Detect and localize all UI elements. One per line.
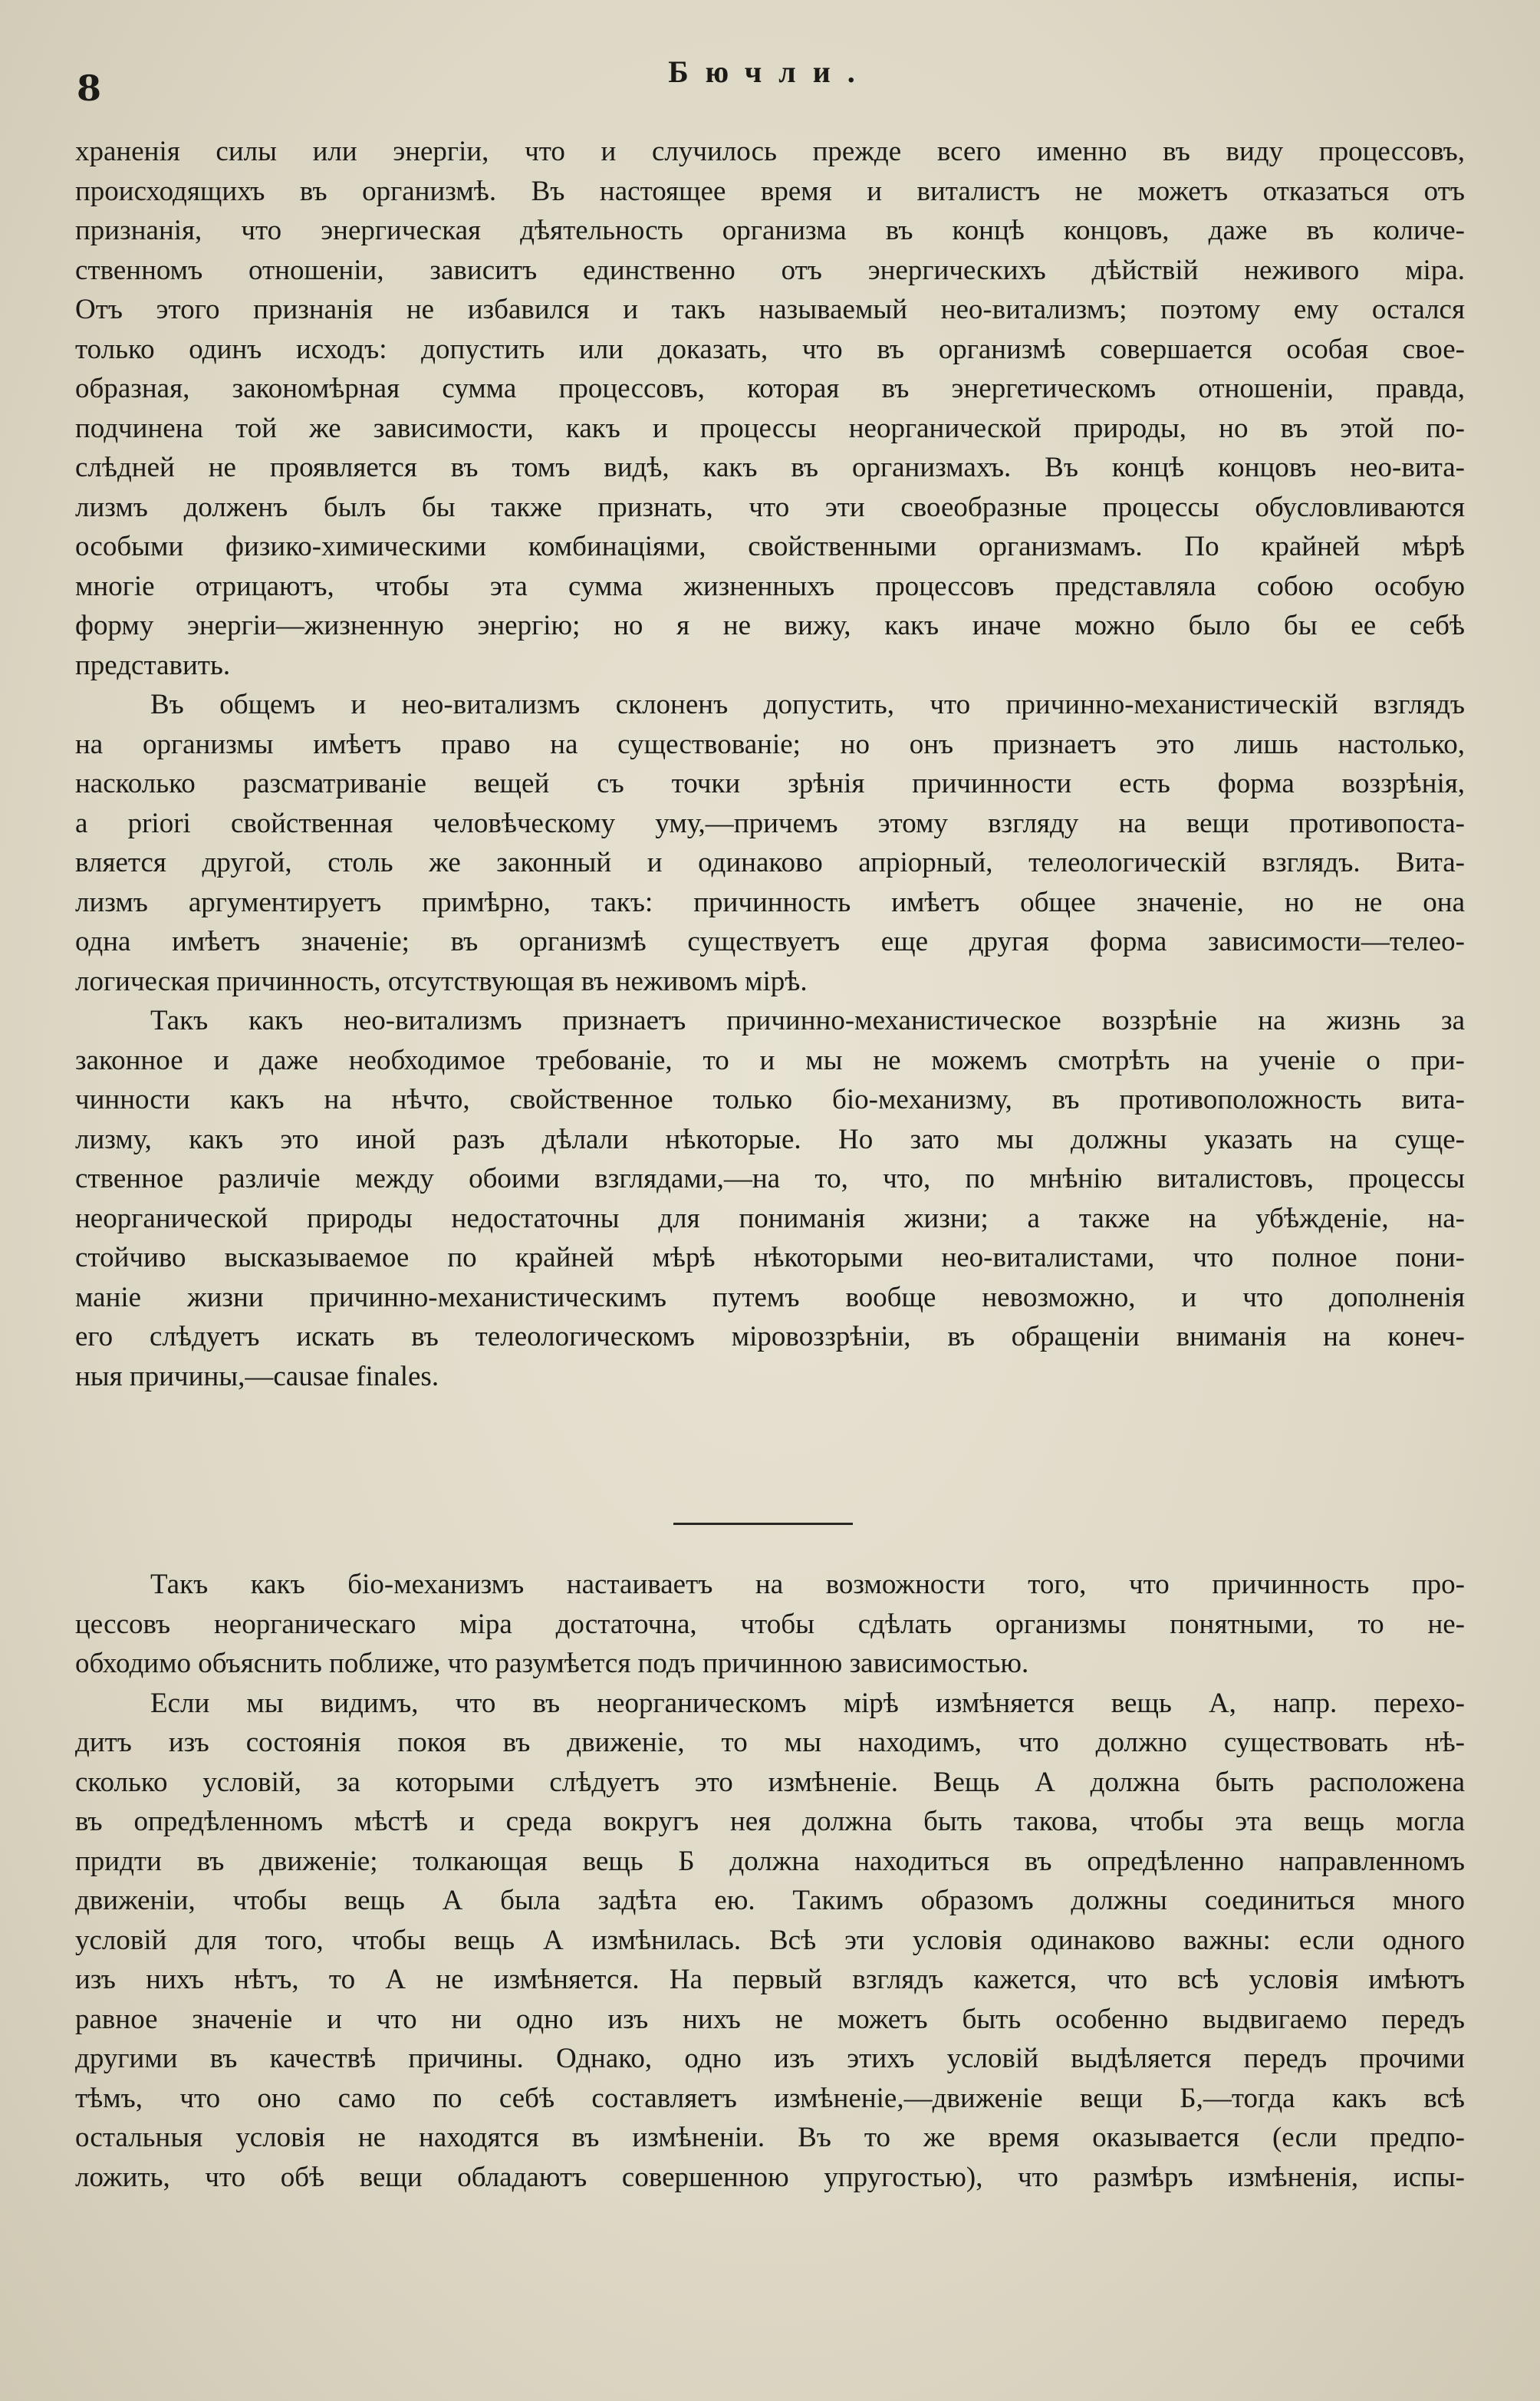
page-number: 8 (77, 68, 102, 109)
text-line: ственномъ отношеніи, зависитъ единственно отъ энергическихъ дѣйствій неживого міра. (75, 254, 1465, 286)
text-line: признанія, что энергическая дѣятельность организма въ концѣ концовъ, даже въ количе- (75, 215, 1465, 246)
text-line: условій для того, чтобы вещь А измѣнилась. Всѣ эти условія одинаково важны: если одного (75, 1924, 1465, 1956)
text-line: на организмы имѣетъ право на существованіе; но онъ признаетъ это лишь настолько, (75, 728, 1465, 760)
running-title: Бючли. (668, 54, 872, 89)
text-line: подчинена той же зависимости, какъ и процессы неорганической природы, но въ этой по- (75, 412, 1465, 444)
text-line: равное значеніе и что ни одно изъ нихъ не можетъ быть особенно выдвигаемо передъ (75, 2003, 1465, 2035)
text-line: маніе жизни причинно-механистическимъ путемъ вообще невозможно, и что дополненія (75, 1281, 1465, 1313)
text-line: насколько разсматриваніе вещей съ точки зрѣнія причинности есть форма воззрѣнія, (75, 768, 1465, 799)
text-line: лизму, какъ это иной разъ дѣлали нѣкоторые. Но зато мы должны указать на суще- (75, 1123, 1465, 1155)
text-section-after-break (75, 1565, 1465, 2197)
text-line: остальныя условія не находятся въ измѣненіи. Въ то же время оказывается (если предпо- (75, 2122, 1465, 2153)
text-line: Отъ этого признанія не избавился и такъ называемый нео-витализмъ; поэтому ему остался (75, 294, 1465, 325)
text-line: ложить, что обѣ вещи обладаютъ совершенною упругостью), что размѣръ измѣненія, испы- (75, 2161, 1465, 2193)
text-line: представить. (75, 649, 231, 681)
text-line: сколько условій, за которыми слѣдуетъ это измѣненіе. Вещь А должна быть расположена (75, 1766, 1465, 1798)
text-line: образная, закономѣрная сумма процессовъ, которая въ энергетическомъ отношеніи, правда, (75, 373, 1465, 404)
text-section-before-break (75, 132, 1465, 1396)
text-line: придти въ движеніе; толкающая вещь Б должна находиться въ опредѣленно направленномъ (75, 1845, 1465, 1877)
text-line: его слѣдуетъ искать въ телеологическомъ міровоззрѣніи, въ обращеніи вниманія на конеч- (75, 1321, 1465, 1352)
text-line: законное и даже необходимое требованіе, то и мы не можемъ смотрѣть на ученіе о при- (75, 1044, 1465, 1076)
text-line: логическая причинность, отсутствующая въ неживомъ мірѣ. (75, 965, 808, 997)
text-line: особыми физико-химическими комбинаціями, свойственными организмамъ. По крайней мѣрѣ (75, 531, 1465, 562)
text-line: лизмъ аргументируетъ примѣрно, такъ: причинность имѣетъ общее значеніе, но не она (75, 886, 1465, 918)
section-separator-rule (673, 1523, 853, 1525)
text-line: форму энергіи—жизненную энергію; но я не вижу, какъ иначе можно было бы ее себѣ (75, 610, 1465, 641)
text-line: неорганической природы недостаточны для пониманія жизни; а также на убѣжденіе, на- (75, 1202, 1465, 1234)
text-line: храненія силы или энергіи, что и случилось прежде всего именно въ виду процессовъ, (75, 136, 1465, 167)
text-line: цессовъ неорганическаго міра достаточна, чтобы сдѣлать организмы понятными, то не- (75, 1608, 1465, 1640)
text-line: тѣмъ, что оно само по себѣ составляетъ измѣненіе,—движеніе вещи Б,—тогда какъ всѣ (75, 2082, 1465, 2114)
text-line: стойчиво высказываемое по крайней мѣрѣ нѣкоторыми нео-виталистами, что полное пони- (75, 1242, 1465, 1273)
text-line: Такъ какъ нео-витализмъ признаетъ причинно-механистическое воззрѣніе на жизнь за (150, 1005, 1465, 1036)
text-line: лизмъ долженъ былъ бы также признать, что эти своеобразные процессы обусловливаются (75, 491, 1465, 523)
text-line: вляется другой, столь же законный и одинаково апріорный, телеологическій взглядъ. Вита- (75, 847, 1465, 878)
text-line: другими въ качествѣ причины. Однако, одно изъ этихъ условій выдѣляется передъ прочими (75, 2043, 1465, 2074)
text-line: движеніи, чтобы вещь А была задѣта ею. Такимъ образомъ должны соединиться много (75, 1885, 1465, 1916)
text-line: обходимо объяснить поближе, что разумѣется подъ причинною зависимостью. (75, 1648, 1029, 1679)
text-line: дитъ изъ состоянія покоя въ движеніе, то мы находимъ, что должно существовать нѣ- (75, 1727, 1465, 1758)
text-line: слѣдней не проявляется въ томъ видѣ, какъ въ организмахъ. Въ концѣ концовъ нео-вита- (75, 452, 1465, 483)
text-line: многіе отрицаютъ, чтобы эта сумма жизненныхъ процессовъ представляла собою особую (75, 570, 1465, 602)
text-line: въ опредѣленномъ мѣстѣ и среда вокругъ нея должна быть такова, чтобы эта вещь могла (75, 1806, 1465, 1837)
text-line: Такъ какъ біо-механизмъ настаиваетъ на возможности того, что причинность про- (150, 1569, 1465, 1600)
text-line: ственное различіе между обоими взглядами,—на то, что, по мнѣнію виталистовъ, процессы (75, 1163, 1465, 1194)
text-line: происходящихъ въ организмѣ. Въ настоящее время и виталистъ не можетъ отказаться отъ (75, 175, 1465, 207)
text-line: Въ общемъ и нео-витализмъ склоненъ допустить, что причинно-механистическій взглядъ (150, 689, 1465, 720)
text-line: a priori свойственная человѣческому уму,—причемъ этому взгляду на вещи противопоста- (75, 807, 1465, 839)
text-line: чинности какъ на нѣчто, свойственное только біо-механизму, въ противоположность вита- (75, 1084, 1465, 1115)
text-line: ныя причины,—causae finales. (75, 1360, 439, 1392)
text-line: только одинъ исходъ: допустить или доказать, что въ организмѣ совершается особая свое- (75, 333, 1465, 365)
text-line: изъ нихъ нѣтъ, то А не измѣняется. На первый взглядъ кажется, что всѣ условія имѣютъ (75, 1964, 1465, 1995)
text-line: Если мы видимъ, что въ неорганическомъ мірѣ измѣняется вещь А, напр. перехо- (150, 1687, 1465, 1719)
text-line: одна имѣетъ значеніе; въ организмѣ существуетъ еще другая форма зависимости—телео- (75, 926, 1465, 957)
